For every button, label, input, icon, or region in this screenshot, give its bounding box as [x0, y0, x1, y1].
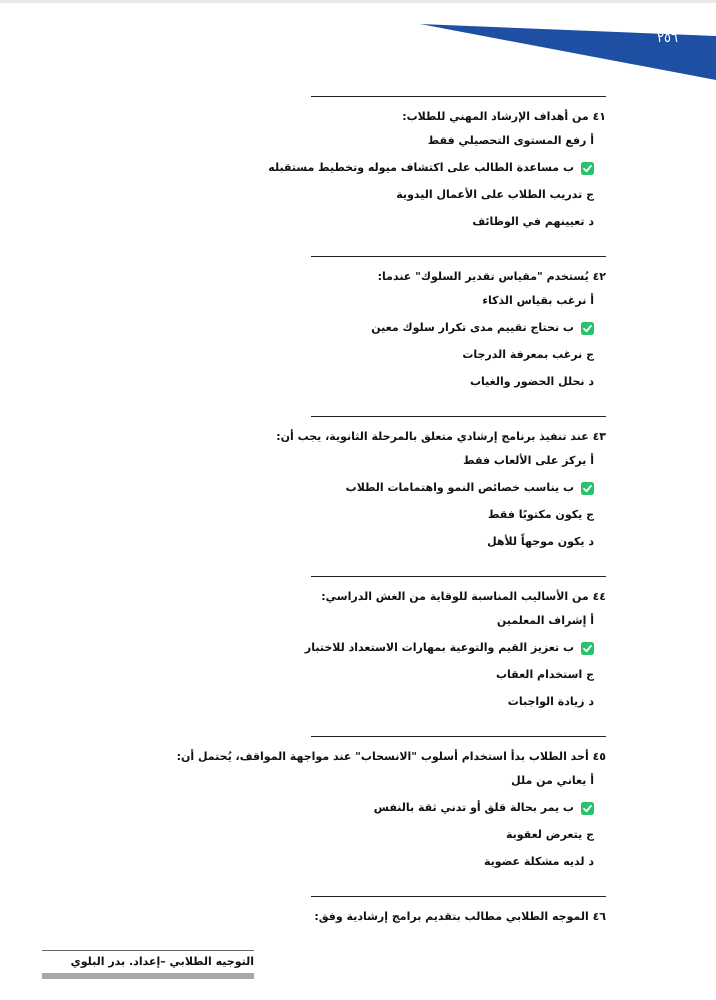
footer [42, 950, 254, 979]
question-block [106, 561, 606, 710]
question-block [106, 881, 606, 925]
option [106, 827, 594, 843]
option [106, 374, 594, 390]
question-divider [311, 736, 606, 737]
option [106, 773, 594, 789]
options-list [106, 613, 606, 710]
questions-list [106, 96, 606, 925]
option [106, 214, 594, 230]
option-text: أ يركز على الألعاب فقط [463, 454, 594, 467]
option-text: د نحلل الحضور والغياب [469, 375, 594, 388]
question-divider [311, 576, 606, 577]
option-text: د يكون موجهاً للأهل [487, 535, 594, 548]
options-list [106, 773, 606, 870]
option [106, 507, 594, 523]
question-text: ٤٦ الموجه الطلابي مطالب بتقديم برامج إرشادية وفق: [314, 910, 606, 923]
option-text: أ يعاني من ملل [511, 774, 594, 787]
option-text: أ إشراف المعلمين [496, 614, 594, 627]
option [106, 694, 594, 710]
option-text: د زيادة الواجبات [507, 695, 594, 708]
question-divider [311, 96, 606, 97]
question-block [106, 401, 606, 550]
question-spacer [106, 881, 606, 896]
option [106, 667, 594, 683]
option-text: ج نرغب بمعرفة الدرجات [462, 348, 594, 361]
option [106, 347, 594, 363]
question-text: ٤٢ يُستخدم "مقياس تقدير السلوك" عندما: [377, 270, 606, 283]
option [106, 613, 594, 629]
question-block [106, 721, 606, 870]
question-text: ٤٤ من الأساليب المناسبة للوقاية من الغش الدراسي: [321, 590, 606, 603]
check-mark-icon [581, 802, 594, 815]
question-divider [311, 256, 606, 257]
question-block [106, 241, 606, 390]
option-text: ج يتعرض لعقوبة [505, 828, 594, 841]
check-mark-icon [581, 162, 594, 175]
footer-title: التوجيه الطلابي –إعداد. بدر البلوي [70, 955, 254, 968]
options-list [106, 453, 606, 550]
option-text: ب نحتاج تقييم مدى تكرار سلوك معين [371, 321, 574, 334]
option-text: ج استخدام العقاب [496, 668, 594, 681]
option [106, 187, 594, 203]
option-text: د تعيينهم في الوظائف [472, 215, 594, 228]
option-text: ب يناسب خصائص النمو واهتمامات الطلاب [345, 481, 574, 494]
option-correct [106, 320, 594, 336]
question-spacer [106, 401, 606, 416]
check-mark-icon [581, 322, 594, 335]
option [106, 854, 594, 870]
option-correct [106, 160, 594, 176]
option-text: أ نرغب بقياس الذكاء [482, 294, 594, 307]
question-spacer [106, 241, 606, 256]
page-number: ٢٥٦ [657, 31, 678, 46]
page-top-border [0, 0, 716, 3]
option-text: د لديه مشكلة عضوية [483, 855, 594, 868]
question-block [106, 96, 606, 230]
option-text: ب يمر بحالة قلق أو تدني ثقة بالنفس [373, 801, 574, 814]
option-text: ج يكون مكتوبًا فقط [488, 508, 594, 521]
check-mark-icon [581, 482, 594, 495]
option [106, 453, 594, 469]
check-mark-icon [581, 642, 594, 655]
option-text: ج تدريب الطلاب على الأعمال اليدوية [396, 188, 594, 201]
footer-rule [42, 950, 254, 951]
question-divider [311, 896, 606, 897]
option-text: ب تعزيز القيم والتوعية بمهارات الاستعداد للاختبار [304, 641, 574, 654]
footer-bar [42, 973, 254, 979]
question-text: ٤٥ أحد الطلاب بدأ استخدام أسلوب "الانسحاب" عند مواجهة المواقف، يُحتمل أن: [176, 750, 606, 763]
options-list [106, 133, 606, 230]
option-correct [106, 480, 594, 496]
question-text: ٤٣ عند تنفيذ برنامج إرشادي متعلق بالمرحلة الثانوية، يجب أن: [276, 430, 606, 443]
question-spacer [106, 721, 606, 736]
option-text: ب مساعدة الطالب على اكتشاف ميوله وتخطيط مستقبله [268, 161, 574, 174]
options-list [106, 293, 606, 390]
option-text: أ رفع المستوى التحصيلي فقط [427, 134, 594, 147]
option-correct [106, 800, 594, 816]
option [106, 293, 594, 309]
option-correct [106, 640, 594, 656]
question-text: ٤١ من أهداف الإرشاد المهني للطلاب: [402, 110, 606, 123]
option [106, 534, 594, 550]
question-spacer [106, 561, 606, 576]
question-divider [311, 416, 606, 417]
option [106, 133, 594, 149]
